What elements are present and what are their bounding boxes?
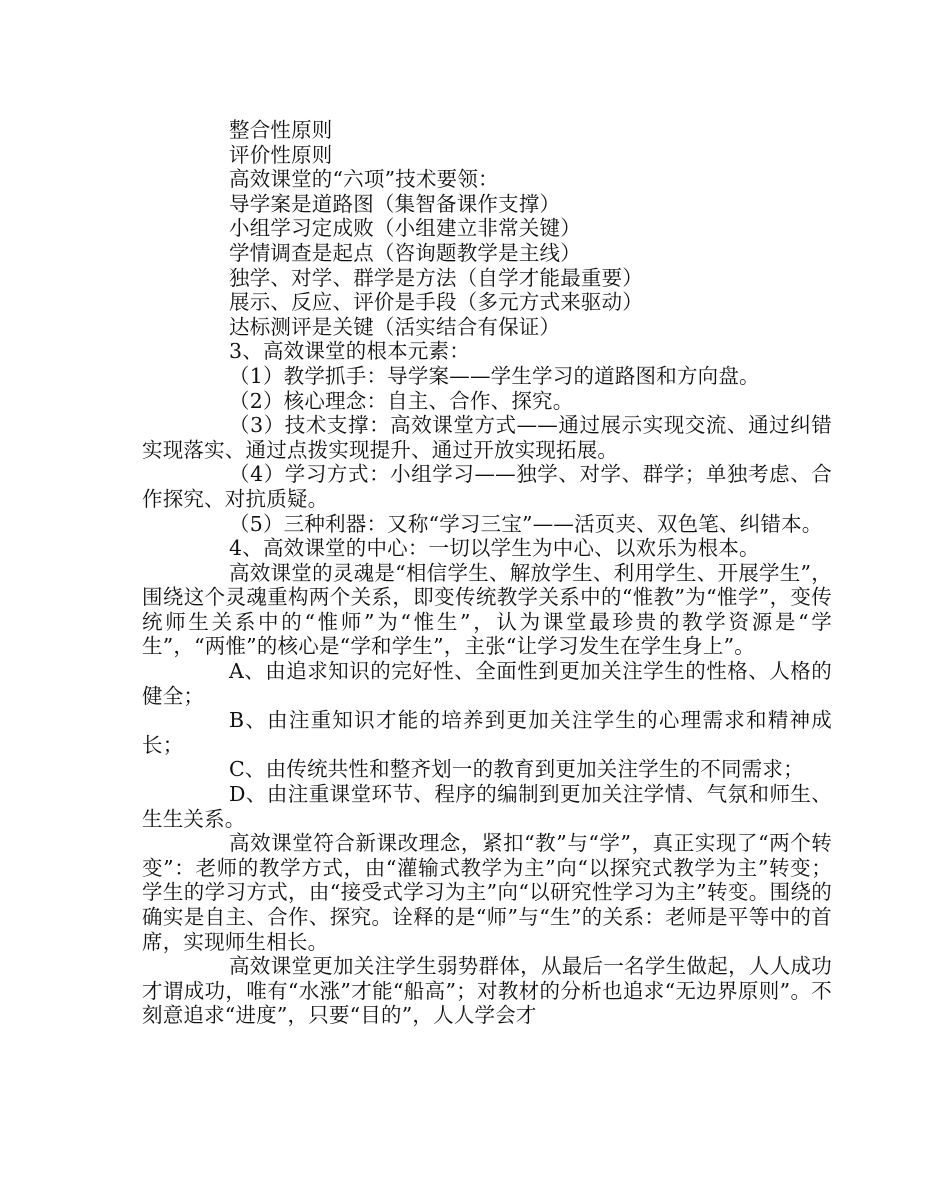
element-4-paragraph: （4）学习方式：小组学习——独学、对学、群学；单独考虑、合作探究、对抗质疑。 [142,462,832,511]
line-technique-4: 独学、对学、群学是方法（自学才能最重要） [229,265,643,290]
soul-paragraph: 高效课堂的灵魂是“相信学生、解放学生、利用学生、开展学生”，围绕这个灵魂重构两个关系，即变传统教学关系中的“惟教”为“惟学”，变传统师生关系中的“惟师”为“惟生”，认为课堂最珍贵的教学资源是“学生”，“两惟”的核心是“学和学生”，主张“让学习发生在学生身上”。 [142,560,832,659]
line-evaluation-principle: 评价性原则 [229,142,333,167]
element-3-paragraph: （3）技术支撑：高效课堂方式——通过展示实现交流、通过纠错实现落实、通过点拨实现提升、通过开放实现拓展。 [142,413,832,462]
weak-students-paragraph: 高效课堂更加关注学生弱势群体，从最后一名学生做起，人人成功才谓成功，唯有“水涨”才能“船高”；对教材的分析也追求“无边界原则”。不刻意追求“进度”，只要“目的”，人人学会才 [142,954,832,1028]
line-technique-2: 小组学习定成败（小组建立非常关键） [229,216,581,241]
document-body [142,118,832,1028]
line-integration-principle: 整合性原则 [229,118,333,142]
section-4-heading: 4、高效课堂的中心：一切以学生为中心、以欢乐为根本。 [229,536,760,561]
line-technique-5: 展示、反应、评价是手段（多元方式来驱动） [229,290,643,315]
line-technique-1: 导学案是道路图（集智备课作支撑） [229,191,561,216]
point-a-paragraph: A、由追求知识的完好性、全面性到更加关注学生的性格、人格的健全； [142,659,832,708]
line-technique-3: 学情调查是起点（咨询题教学是主线） [229,240,581,265]
curriculum-reform-paragraph: 高效课堂符合新课改理念，紧扣“教”与“学”，真正实现了“两个转变”：老师的教学方式，由“灌输式教学为主”向“以探究式教学为主”转变；学生的学习方式，由“接受式学习为主”向“以研究性学习为主”转变。围绕的确实是自主、合作、探究。诠释的是“师”与“生”的关系：老师是平等中的首席，实现师生相长。 [142,831,832,954]
line-six-techniques-heading: 高效课堂的“六项”技术要领： [229,167,499,192]
element-2: （2）核心理念：自主、合作、探究。 [229,388,574,413]
element-1: （1）教学抓手：导学案——学生学习的道路图和方向盘。 [229,363,760,388]
element-5-paragraph: （5）三种利器：又称“学习三宝”——活页夹、双色笔、纠错本。 [229,511,823,536]
point-b-paragraph: B、由注重知识才能的培养到更加关注学生的心理需求和精神成长； [142,708,832,757]
section-3-heading: 3、高效课堂的根本元素： [229,339,470,364]
line-technique-6: 达标测评是关键（活实结合有保证） [229,314,561,339]
point-d-paragraph: D、由注重课堂环节、程序的编制到更加关注学情、气氛和师生、生生关系。 [142,782,832,831]
point-c-paragraph: C、由传统共性和整齐划一的教育到更加关注学生的不同需求； [229,757,804,782]
